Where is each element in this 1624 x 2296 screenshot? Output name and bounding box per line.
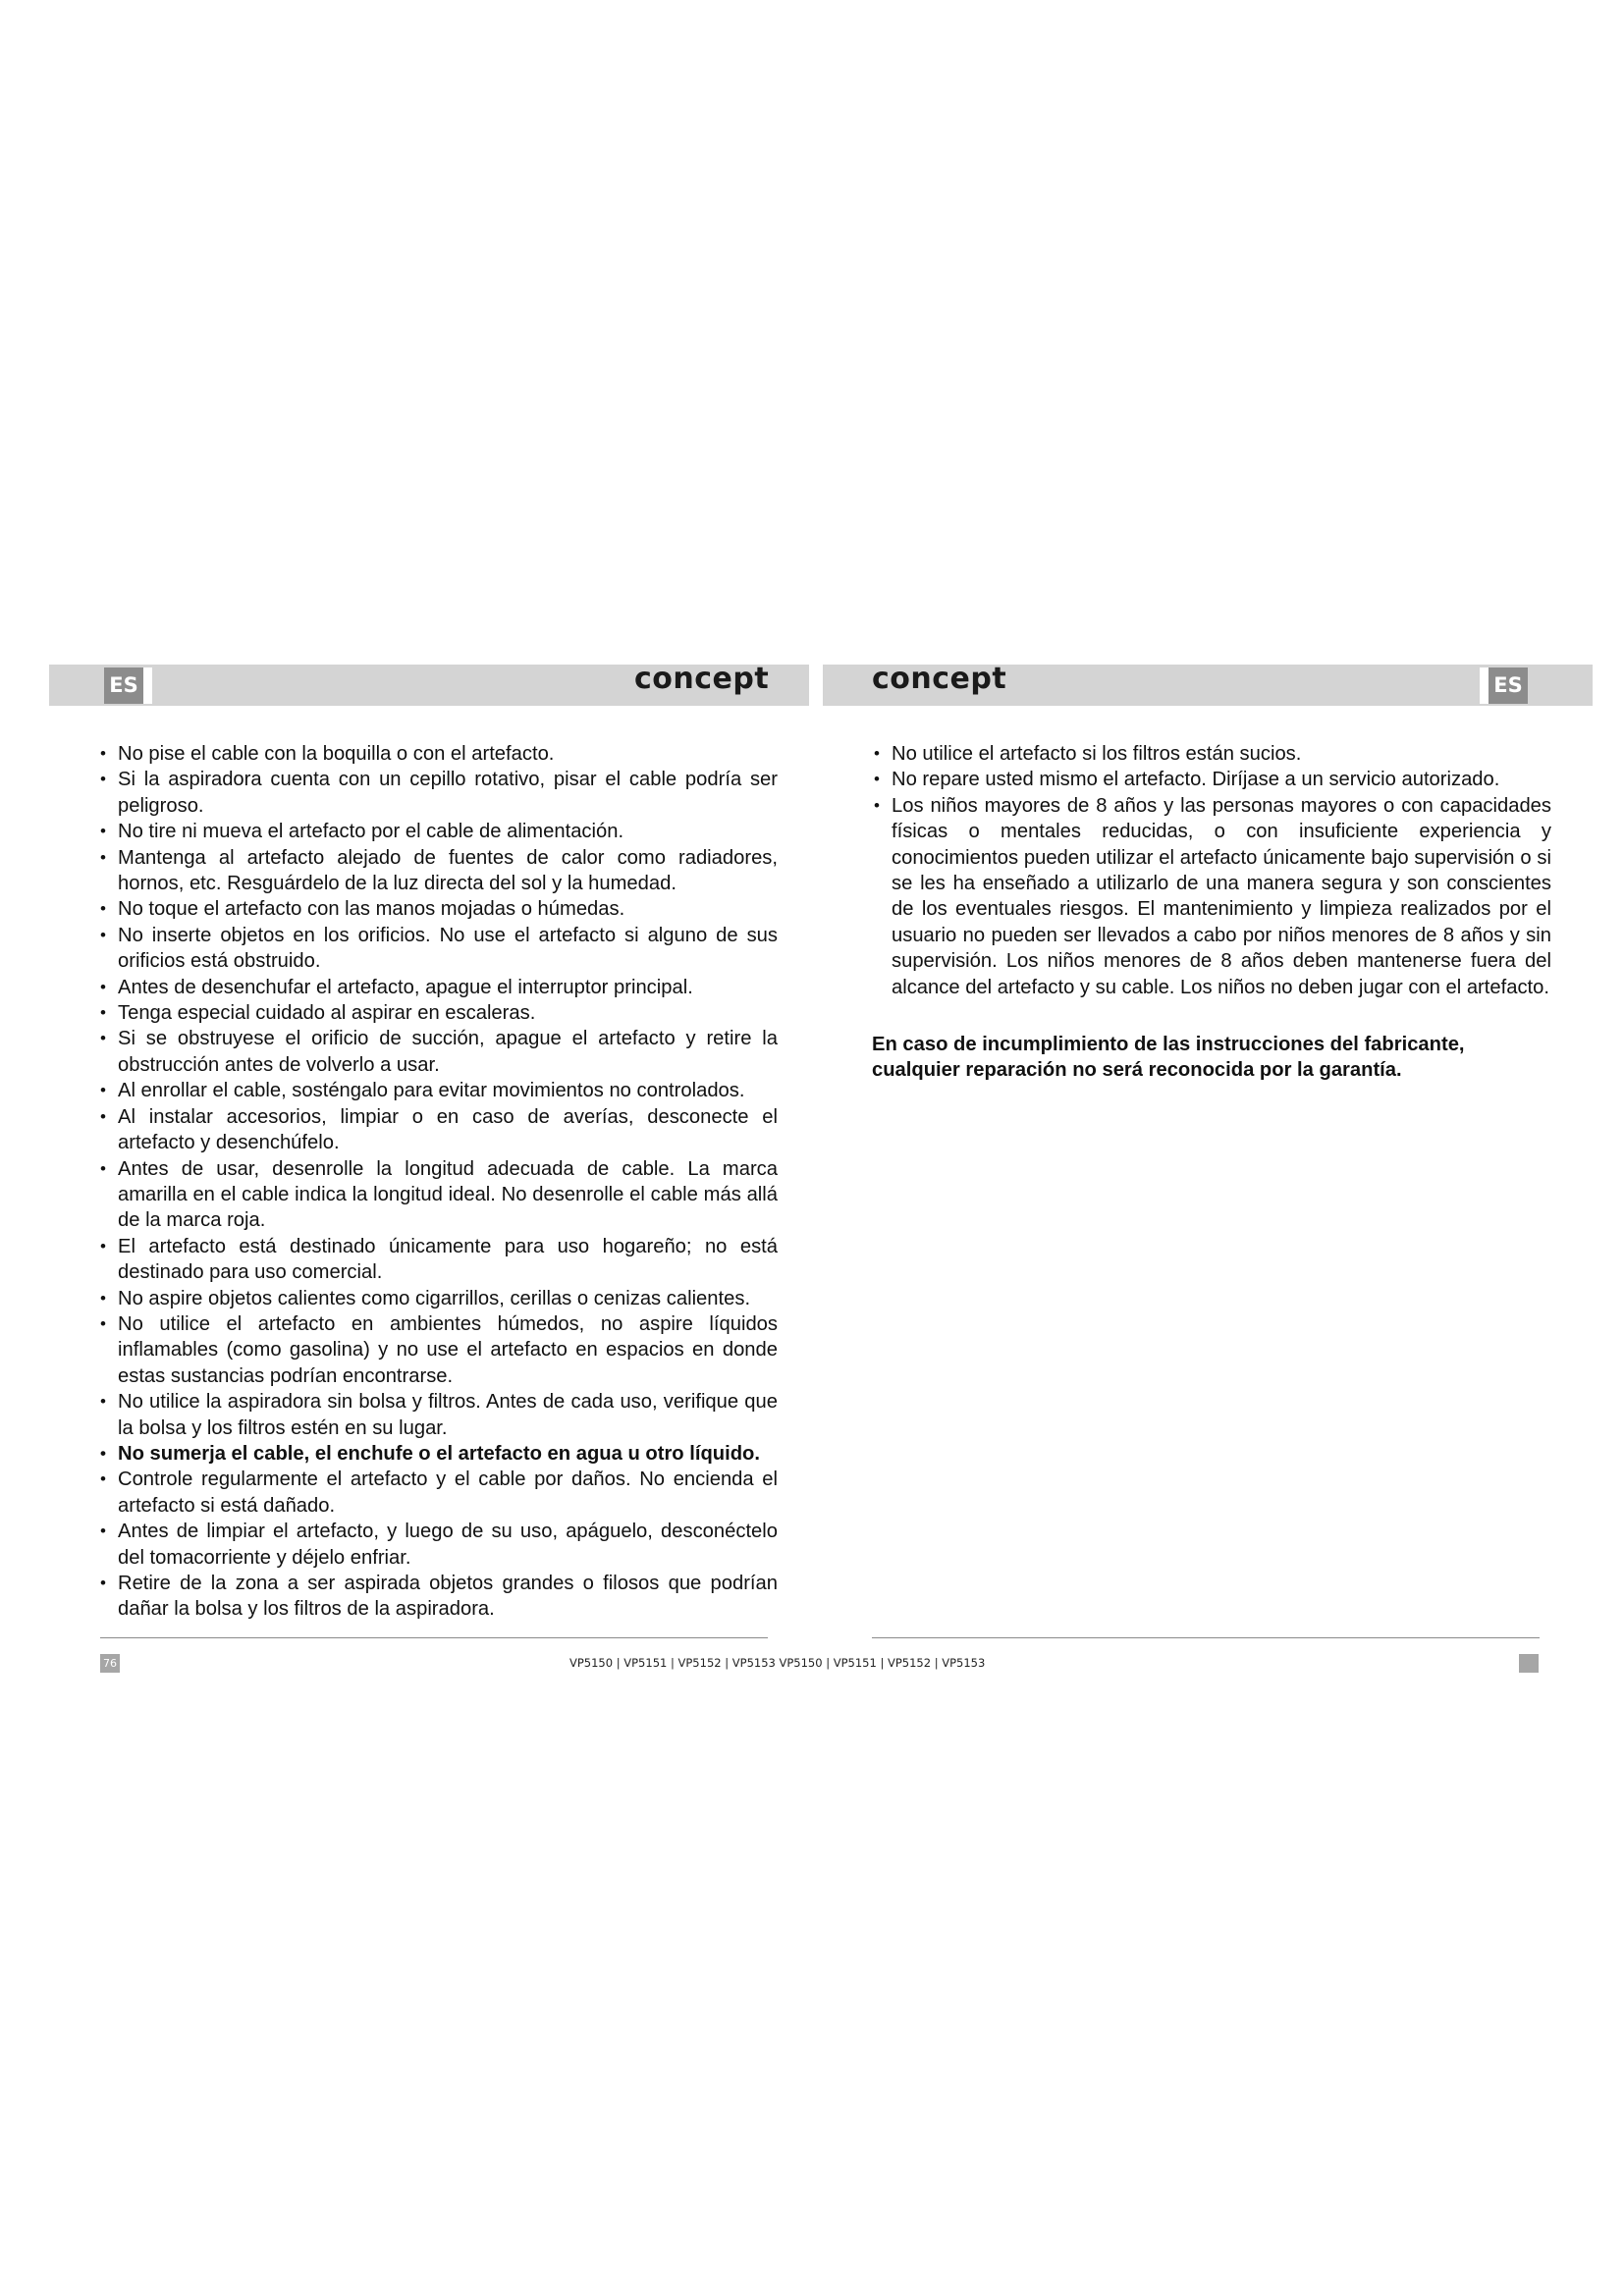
list-item: • Antes de usar, desenrolle la longitud adecuada de cable. La marca amarilla en el cable indica la longitud ideal. No desenrolle el cable más allá de la marca roja.: [98, 1156, 778, 1234]
list-item-emphasized: • No sumerja el cable, el enchufe o el artefacto en agua u otro líquido.: [98, 1441, 778, 1467]
language-badge-right: ES: [1489, 667, 1528, 704]
list-item: • No aspire objetos calientes como cigarrillos, cerillas o cenizas calientes.: [98, 1286, 778, 1311]
list-item: • Retire de la zona a ser aspirada objetos grandes o filosos que podrían dañar la bolsa y los filtros de la aspiradora.: [98, 1571, 778, 1623]
footer-divider-left: [100, 1637, 768, 1638]
list-item: • Si se obstruyese el orificio de succión, apague el artefacto y retire la obstrucción antes de volverlo a usar.: [98, 1026, 778, 1078]
brand-logo-right: concept: [872, 662, 1007, 696]
safety-list-left: [98, 741, 778, 1623]
list-item: • No utilice el artefacto en ambientes húmedos, no aspire líquidos inflamables (como gasolina) y no use el artefacto en espacios en donde estas sustancias podrían encontrarse.: [98, 1311, 778, 1389]
list-item: • Al instalar accesorios, limpiar o en caso de averías, desconecte el artefacto y desenchúfelo.: [98, 1104, 778, 1156]
list-item: • El artefacto está destinado únicamente para uso hogareño; no está destinado para uso comercial.: [98, 1234, 778, 1286]
brand-logo-left: concept: [634, 662, 770, 696]
page-number: 76: [100, 1654, 120, 1673]
model-numbers: VP5150 | VP5151 | VP5152 | VP5153 VP5150 | VP5151 | VP5152 | VP5153: [569, 1656, 986, 1670]
list-item: • Si la aspiradora cuenta con un cepillo rotativo, pisar el cable podría ser peligroso.: [98, 767, 778, 819]
page-marker-right: [1519, 1654, 1539, 1673]
list-item: • Controle regularmente el artefacto y el cable por daños. No encienda el artefacto si está dañado.: [98, 1467, 778, 1519]
list-item: • No tire ni mueva el artefacto por el cable de alimentación.: [98, 819, 778, 844]
list-item: • Tenga especial cuidado al aspirar en escaleras.: [98, 1000, 778, 1026]
right-page-content: [872, 741, 1551, 1103]
safety-list-right: [872, 741, 1551, 1000]
list-item: • Al enrollar el cable, sosténgalo para evitar movimientos no controlados.: [98, 1078, 778, 1103]
list-item: • Antes de desenchufar el artefacto, apague el interruptor principal.: [98, 975, 778, 1000]
list-item: • Los niños mayores de 8 años y las personas mayores o con capacidades físicas o mentales reducidas, o con insuficiente experiencia y conocimientos pueden utilizar el artefacto únicamente bajo supervisión o si se les ha enseñado a utilizarlo de una manera segura y son conscientes de los eventuales riesgos. El mantenimiento y limpieza realizados por el usuario no pueden ser llevados a cabo por niños menores de 8 años y sin supervisión. Los niños menores de 8 años deben mantenerse fuera del alcance del artefacto y su cable. Los niños no deben jugar con el artefacto.: [872, 793, 1551, 1000]
list-item: • No utilice el artefacto si los filtros están sucios.: [872, 741, 1551, 767]
list-item: • No toque el artefacto con las manos mojadas o húmedas.: [98, 896, 778, 922]
list-item: • No pise el cable con la boquilla o con el artefacto.: [98, 741, 778, 767]
list-item: • Antes de limpiar el artefacto, y luego de su uso, apáguelo, desconéctelo del tomacorriente y déjelo enfriar.: [98, 1519, 778, 1571]
header-gutter: [809, 665, 823, 706]
list-item: • No utilice la aspiradora sin bolsa y filtros. Antes de cada uso, verifique que la bolsa y los filtros estén en su lugar.: [98, 1389, 778, 1441]
warranty-warning: En caso de incumplimiento de las instrucciones del fabricante, cualquier reparación no será reconocida por la garantía.: [872, 1034, 1465, 1082]
list-item: • No inserte objetos en los orificios. No use el artefacto si alguno de sus orificios está obstruido.: [98, 923, 778, 975]
language-badge-left: ES: [104, 667, 143, 704]
left-page-content: [98, 741, 778, 1623]
list-item: • No repare usted mismo el artefacto. Diríjase a un servicio autorizado.: [872, 767, 1551, 792]
list-item: • Mantenga al artefacto alejado de fuentes de calor como radiadores, hornos, etc. Resguárdelo de la luz directa del sol y la humedad.: [98, 845, 778, 897]
footer-divider-right: [872, 1637, 1540, 1638]
